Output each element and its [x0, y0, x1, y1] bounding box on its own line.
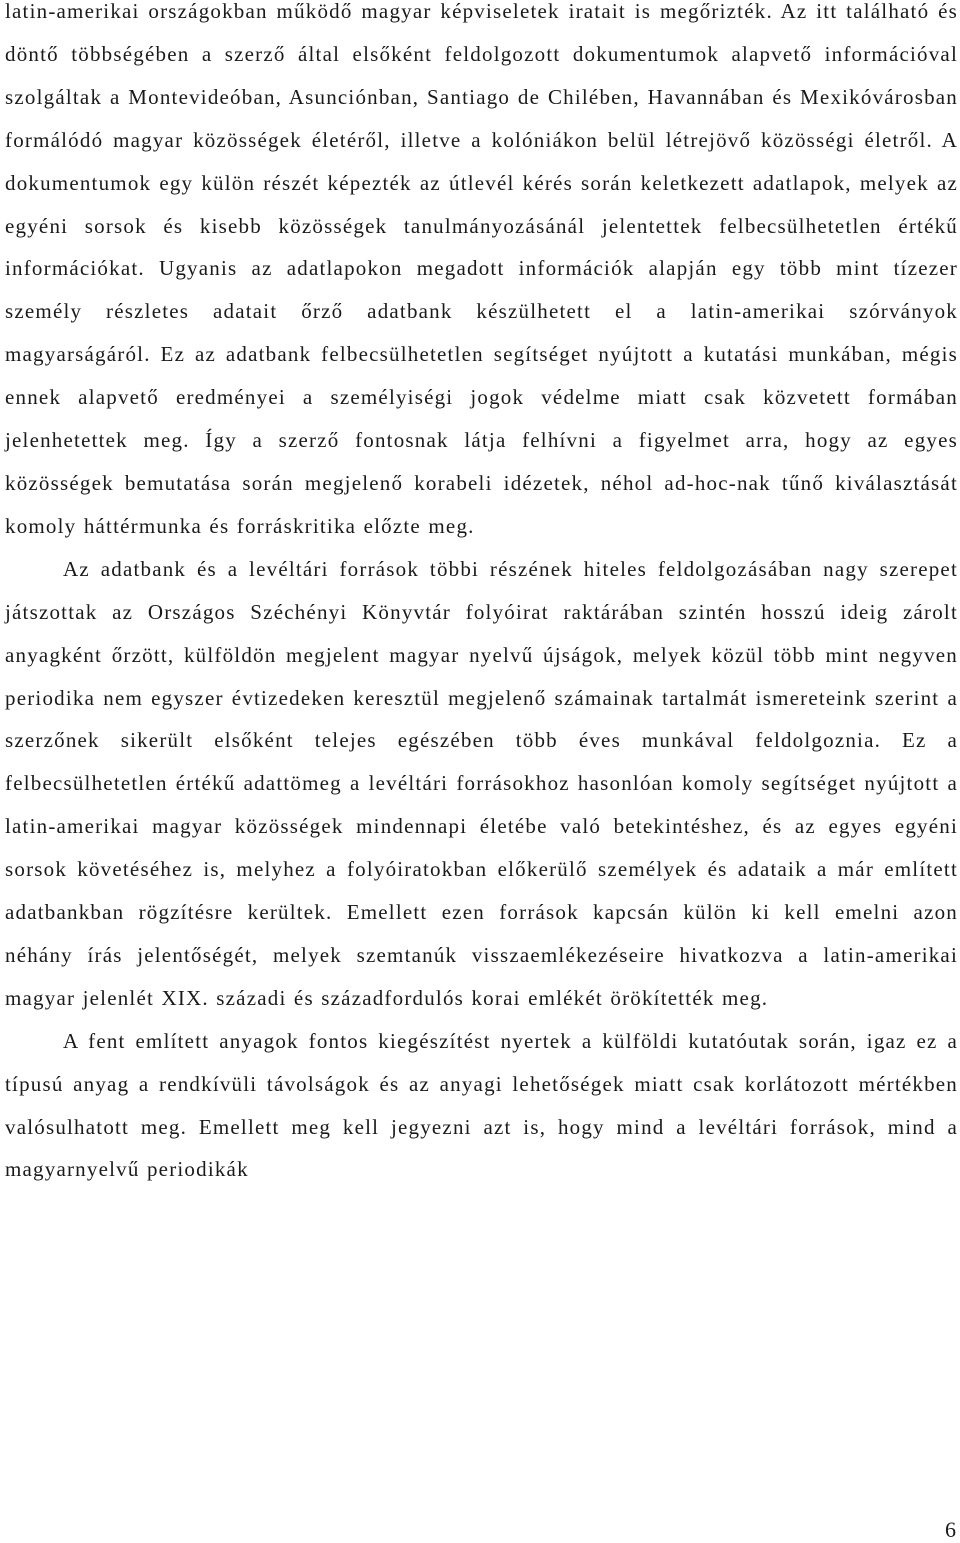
paragraph-3: A fent említett anyagok fontos kiegészítést nyertek a külföldi kutatóutak során, igaz ez a típusú anyag a rendkívüli távolságok és az anyagi lehetőségek miatt csak korlátozott mértékben valósulhatott meg. Emellett meg kell jegyezni azt is, hogy mind a levéltári források, mind a magyarnyelvű periodikák: [5, 1028, 958, 1182]
paragraph-1: latin-amerikai országokban működő magyar képviseletek iratait is megőrizték. Az itt található és döntő többségében a szerző által elsőként feldolgozott dokumentumok alapvető információval szolgáltak a Montevideóban, Asunciónban, Santiago de Chilében, Havannában és Mexikóvárosban formálódó magyar közösségek életéről, illetve a kolóniákon belül létrejövő közösségi életről. A dokumentumok egy külön részét képezték az útlevél kérés során keletkezett adatlapok, melyek az egyéni sorsok és kisebb közösségek tanulmányozásánál jelentettek felbecsülhetetlen értékű információkat. Ugyanis az adatlapokon megadott információk alapján egy több mint tízezer személy részletes adatait őrző adatbank készülhetett el a latin-amerikai szórványok magyarságáról. Ez az adatbank felbecsülhetetlen segítséget nyújtott a kutatási munkában, mégis ennek alapvető eredményei a személyiségi jogok védelme miatt csak közvetett formában jelenhetettek meg. Így a szerző fontosnak látja felhívni a figyelmet arra, hogy az egyes közösségek bemutatása során megjelenő korabeli idézetek, néhol ad-hoc-nak tűnő kiválasztását komoly háttérmunka és forráskritika előzte meg.: [5, 0, 958, 538]
page-number: 6: [945, 1517, 956, 1542]
paragraph-2: Az adatbank és a levéltári források többi részének hiteles feldolgozásában nagy szerepet játszottak az Országos Széchényi Könyvtár folyóirat raktárában szintén hosszú ideig zárolt anyagként őrzött, külföldön megjelent magyar nyelvű újságok, melyek közül több mint negyven periodika nem egyszer évtizedeken keresztül megjelenő számainak tartalmát ismereteink szerint a szerzőnek sikerült elsőként telejes egészében több éves munkával feldolgoznia. Ez a felbecsülhetetlen értékű adattömeg a levéltári forrásokhoz hasonlóan komoly segítséget nyújtott a latin-amerikai magyar közösségek mindennapi életébe való betekintéshez, és az egyes egyéni sorsok követéséhez is, melyhez a folyóiratokban előkerülő személyek és adataik a már említett adatbankban rögzítésre kerültek. Emellett ezen források kapcsán külön ki kell emelni azon néhány írás jelentőségét, melyek szemtanúk visszaemlékezéseire hivatkozva a latin-amerikai magyar jelenlét XIX. századi és századfordulós korai emlékét örökítették meg.: [5, 556, 958, 1010]
document-page: [5, 0, 958, 1191]
